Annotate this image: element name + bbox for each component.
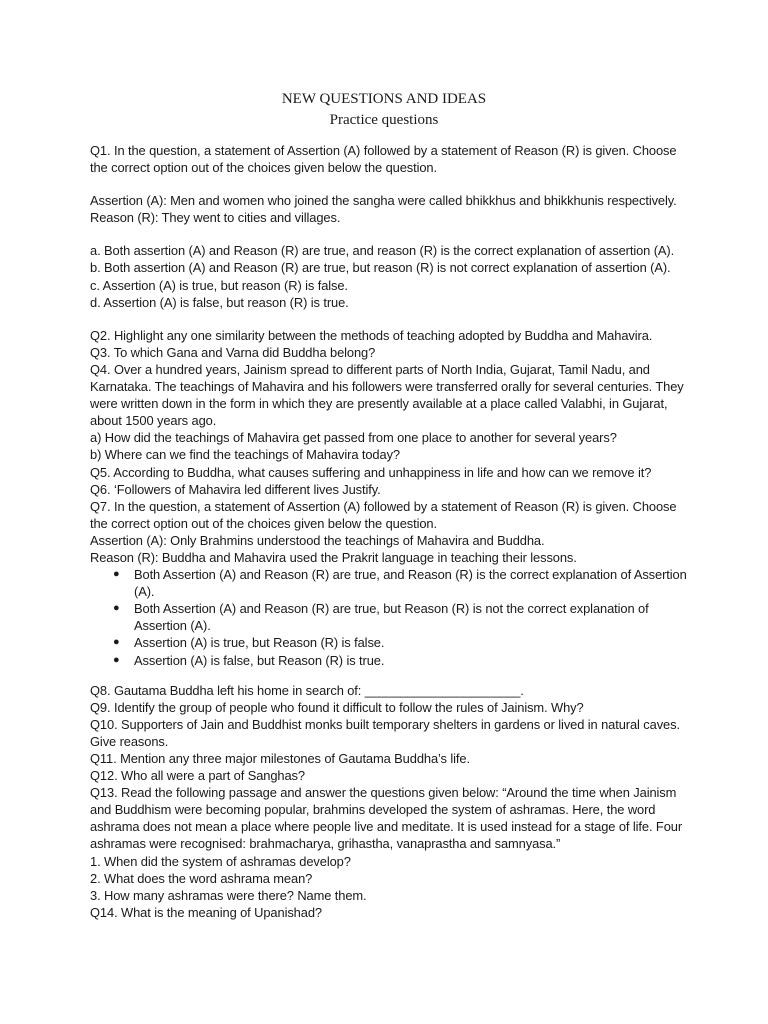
q7-options-list: [90, 566, 690, 669]
q7-option-text: Both Assertion (A) and Reason (R) are true, but Reason (R) is not the correct explanation of Assertion (A).: [134, 601, 649, 634]
q1-assertion: Assertion (A): Men and women who joined the sangha were called bhikkhus and bhikkhunis respectively.: [90, 193, 677, 209]
q7-intro: Q7. In the question, a statement of Assertion (A) followed by a statement of Reason (R) is given. Choose the correct option out of the choices given below the question.: [90, 498, 677, 531]
bullet-icon: ●: [113, 568, 120, 581]
q10-text: Q10. Supporters of Jain and Buddhist monks built temporary shelters in gardens or lived in natural caves. Give reasons.: [90, 716, 680, 749]
q2-text: Q2. Highlight any one similarity between the methods of teaching adopted by Buddha and Mahavira.: [90, 327, 653, 343]
q12-text: Q12. Who all were a part of Sanghas?: [90, 768, 305, 784]
q7-option: [90, 634, 690, 651]
questions-body: [90, 142, 690, 921]
q6-text: Q6. ‘Followers of Mahavira led different lives Justify.: [90, 481, 381, 497]
bullet-icon: ●: [113, 653, 120, 666]
q1-option-c: c. Assertion (A) is true, but reason (R) is false.: [90, 277, 348, 293]
q14-text: Q14. What is the meaning of Upanishad?: [90, 904, 322, 920]
q1-option-d: d. Assertion (A) is false, but reason (R) is true.: [90, 294, 349, 310]
q7-option: [90, 566, 690, 600]
q1-option-b: b. Both assertion (A) and Reason (R) are true, but reason (R) is not correct explanation of assertion (A).: [90, 260, 671, 276]
q1-reason: Reason (R): They went to cities and villages.: [90, 210, 341, 226]
bullet-icon: ●: [113, 636, 120, 649]
q7-reason: Reason (R): Buddha and Mahavira used the Prakrit language in teaching their lessons.: [90, 549, 577, 565]
q3-text: Q3. To which Gana and Varna did Buddha belong?: [90, 344, 376, 360]
page-subtitle: Practice questions: [329, 112, 439, 128]
q7-option: [90, 652, 690, 669]
q7-option-text: Both Assertion (A) and Reason (R) are true, and Reason (R) is the correct explanation of Assertion (A).: [134, 567, 687, 600]
q13-part-1: 1. When did the system of ashramas develop?: [90, 853, 351, 869]
page-title: NEW QUESTIONS AND IDEAS: [281, 91, 487, 107]
q1-option-a: a. Both assertion (A) and Reason (R) are true, and reason (R) is the correct explanation of assertion (A).: [90, 243, 675, 259]
q8-text: Q8. Gautama Buddha left his home in search of: ______________________.: [90, 682, 524, 698]
q7-option-text: Assertion (A) is true, but Reason (R) is false.: [134, 635, 385, 651]
q7-option: [90, 600, 690, 634]
q7-option-text: Assertion (A) is false, but Reason (R) is true.: [134, 652, 385, 668]
q11-text: Q11. Mention any three major milestones of Gautama Buddha’s life.: [90, 751, 470, 766]
q1-intro: Q1. In the question, a statement of Assertion (A) followed by a statement of Reason (R) is given. Choose the correct option out of the choices given below the question.: [90, 143, 677, 176]
q13-part-2: 2. What does the word ashrama mean?: [90, 870, 313, 886]
q5-text: Q5. According to Buddha, what causes suffering and unhappiness in life and how can we remove it?: [90, 464, 652, 480]
q4-part-a: a) How did the teachings of Mahavira get passed from one place to another for several years?: [90, 430, 617, 446]
q4-passage: Q4. Over a hundred years, Jainism spread to different parts of North India, Gujarat, Tamil Nadu, and Karnataka. The teachings of Mahavira and his followers were transferred orally for several centuries. They were written down in the form in which they are presently available at a place called Valabhi, in Gujarat, about 1500 years ago.: [90, 361, 684, 429]
q9-text: Q9. Identify the group of people who found it difficult to follow the rules of Jainism. Why?: [90, 699, 584, 715]
bullet-icon: ●: [113, 602, 120, 615]
q4-part-b: b) Where can we find the teachings of Mahavira today?: [90, 447, 400, 463]
q13-part-3: 3. How many ashramas were there? Name them.: [90, 887, 367, 903]
q7-assertion: Assertion (A): Only Brahmins understood the teachings of Mahavira and Buddha.: [90, 532, 545, 548]
q13-passage: Q13. Read the following passage and answer the questions given below: “Around the time when Jainism and Buddhism were becoming popular, brahmins developed the system of ashramas. Here, the word ashrama does not mean a place where people live and meditate. It is used instead for a stage of life. Four ashramas were recognised: brahmacharya, grihastha, vanaprastha and samnyasa.”: [90, 785, 683, 852]
